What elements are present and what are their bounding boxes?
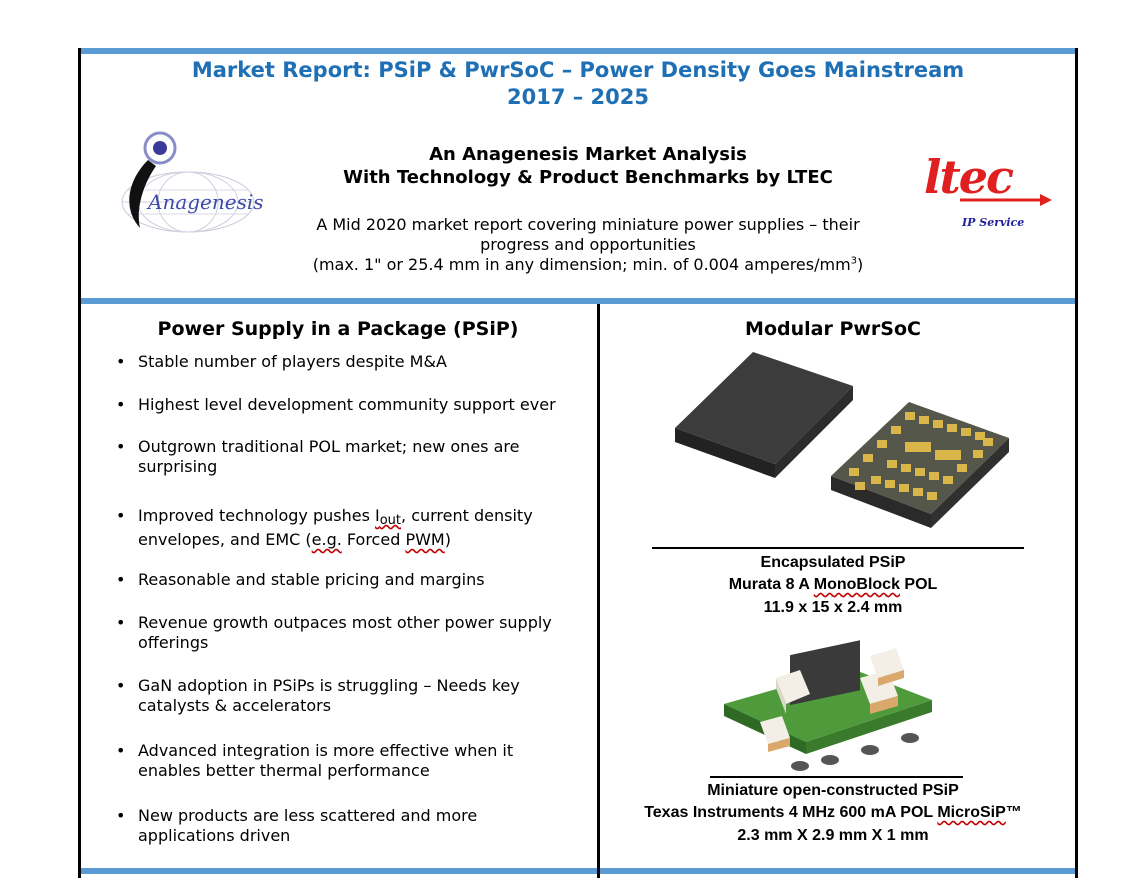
pwm-term: PWM (405, 530, 445, 549)
bullet-line: Advanced integration is more effective when it (138, 741, 514, 760)
bullet-dot-icon: • (116, 613, 126, 632)
product1-name (618, 576, 1048, 594)
product2-brand: MicroSiP (937, 804, 1006, 821)
iout-term (375, 506, 402, 528)
product1-type: Encapsulated PSiP (760, 554, 906, 571)
bullet-line: enables better thermal performance (138, 761, 430, 780)
report-cover (78, 48, 1078, 878)
bullet-text (138, 741, 596, 781)
bullet-text (138, 676, 596, 716)
bullet-text (138, 806, 596, 846)
subtitle-line2: With Technology & Product Benchmarks by LTEC (343, 167, 833, 188)
bullet-line: Revenue growth outpaces most other power supply (138, 613, 552, 632)
product2-dimensions: 2.3 mm X 2.9 mm X 1 mm (737, 827, 929, 844)
product2-name (618, 804, 1048, 822)
bullet-dot-icon: • (116, 352, 126, 371)
bullet-line: New products are less scattered and more (138, 806, 478, 825)
psip-heading: Power Supply in a Package (PSiP) (157, 318, 519, 340)
iout-symbol: I (375, 506, 380, 525)
description-superscript: 3 (850, 255, 858, 267)
product1-dimensions: 11.9 x 15 x 2.4 mm (763, 599, 903, 616)
description-line2: progress and opportunities (480, 235, 696, 254)
murata-module-image (673, 346, 1013, 541)
description-line1: A Mid 2020 market report covering miniature power supplies – their (316, 215, 860, 234)
bullet-dot-icon: • (116, 741, 126, 760)
bullet-line: GaN adoption in PSiPs is struggling – Needs key (138, 676, 520, 695)
bullet-line: ) (444, 530, 451, 549)
product1-rule (652, 547, 1024, 549)
bullet-line: offerings (138, 633, 209, 652)
product2-trademark: ™ (1005, 804, 1022, 821)
bullet-text: Reasonable and stable pricing and margins (138, 570, 485, 589)
product1-brand: MonoBlock (813, 576, 900, 593)
bullet-line: Forced (341, 530, 406, 549)
ltec-logo-subtext: IP Service (962, 216, 1025, 229)
bullet-text (138, 505, 596, 551)
bullet-line: envelopes, and EMC ( (138, 530, 312, 549)
iout-subscript: out (379, 513, 402, 528)
bullet-dot-icon: • (116, 506, 126, 525)
ti-microsip-image (720, 634, 935, 774)
report-years: 2017 – 2025 (506, 85, 650, 109)
product2-type: Miniature open-constructed PSiP (707, 782, 959, 799)
bullet-dot-icon: • (116, 570, 126, 589)
bullet-text: Stable number of players despite M&A (138, 352, 447, 371)
bullet-text: Highest level development community support ever (138, 395, 556, 414)
left-border (78, 48, 81, 878)
product1-name-end: POL (899, 576, 938, 593)
right-border (1075, 48, 1078, 878)
subtitle-line1: An Anagenesis Market Analysis (429, 144, 747, 165)
bullet-line: surprising (138, 457, 218, 476)
description-line3-text: (max. 1" or 25.4 mm in any dimension; min. of 0.004 amperes/mm (312, 255, 851, 274)
bottom-border (78, 868, 1078, 874)
bullet-dot-icon: • (116, 437, 126, 456)
bullet-dot-icon: • (116, 806, 126, 825)
description-line3 (198, 255, 978, 274)
header-divider (78, 298, 1078, 304)
description-line3-end: ) (857, 255, 864, 274)
bullet-line: Improved technology pushes (138, 506, 375, 525)
column-divider (597, 304, 600, 878)
bullet-line: , current density (401, 506, 533, 525)
pwrsoc-heading: Modular PwrSoC (745, 318, 921, 340)
bullet-line: Outgrown traditional POL market; new ones are (138, 437, 520, 456)
top-border (78, 48, 1078, 54)
eg-term: e.g. (311, 530, 342, 549)
bullet-dot-icon: • (116, 676, 126, 695)
ltec-logo-text: ltec (924, 150, 1012, 204)
bullet-text (138, 437, 596, 477)
product1-name-text: Murata 8 A (728, 576, 814, 593)
report-title: Market Report: PSiP & PwrSoC – Power Density Goes Mainstream (191, 58, 965, 82)
product2-name-text: Texas Instruments 4 MHz 600 mA POL (644, 804, 938, 821)
product2-rule (710, 776, 963, 778)
bullet-line: applications driven (138, 826, 291, 845)
bullet-dot-icon: • (116, 395, 126, 414)
anagenesis-logo-text: Anagenesis (148, 190, 264, 214)
bullet-text (138, 613, 596, 653)
bullet-line: catalysts & accelerators (138, 696, 332, 715)
